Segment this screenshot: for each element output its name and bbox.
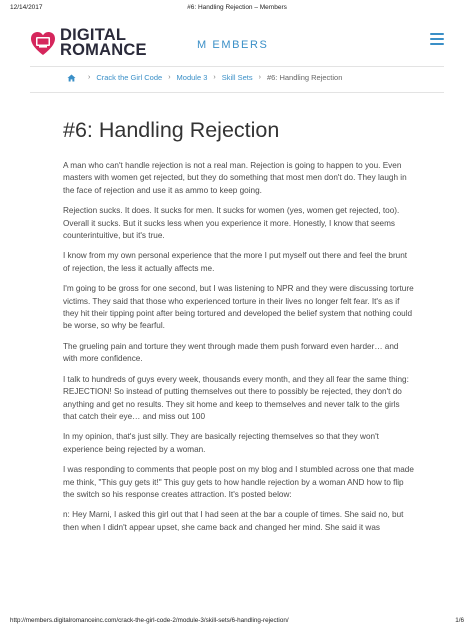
breadcrumb-link-crack-the-girl-code[interactable]: Crack the Girl Code (96, 73, 163, 82)
article-paragraph: The grueling pain and torture they went through made them push forward even harder… and with more confidence. (63, 341, 399, 364)
breadcrumb-link-module-3[interactable]: Module 3 (176, 73, 208, 82)
article-paragraph: In my opinion, that's just silly. They are basically rejecting themselves so that they won't experience being rejected by a woman. (63, 432, 379, 454)
members-label: M EMBERS (197, 39, 269, 51)
breadcrumb-separator-icon: › (168, 74, 171, 81)
breadcrumb (67, 73, 342, 82)
page-title: #6: Handling Rejection (63, 118, 280, 142)
article-body (63, 160, 415, 542)
breadcrumb-link-skill-sets[interactable]: Skill Sets (221, 73, 253, 82)
home-icon[interactable] (67, 74, 76, 82)
article-paragraph: I know from my own personal experience that the more I put myself out there and feel the brunt of rejection, the less it actually affects me. (63, 251, 408, 273)
breadcrumb-separator-icon: › (258, 74, 261, 81)
print-header (10, 4, 464, 14)
logo-line-2: ROMANCE (60, 41, 147, 59)
logo-line-1: DIGITAL (60, 26, 127, 44)
heart-logo-icon[interactable] (30, 30, 56, 58)
breadcrumb-separator-icon: › (213, 74, 216, 81)
article-paragraph: A man who can't handle rejection is not a real man. Rejection is going to happen to you. Even masters with women get rejected, but they do something that most men don't do. They laugh in the face of rejection and use it as ammo to keep going. (63, 161, 407, 195)
breadcrumb-separator-icon: › (88, 74, 91, 81)
site-logo[interactable] (60, 28, 190, 58)
print-footer-url: http://members.digitalromanceinc.com/crack-the-girl-code-2/module-3/skill-sets/6-handling-rejection/ (10, 617, 289, 624)
article-paragraph: I'm going to be gross for one second, but I was listening to NPR and they were discussing torture victims. They said that those who experienced torture in their lives no longer felt fear. It's as if they hit their tipping point after being tortured and developed the belief system that nothing could be worse, so why be fearful. (63, 284, 414, 331)
site-header (30, 24, 444, 68)
breadcrumb-divider (30, 92, 444, 93)
menu-icon[interactable] (430, 33, 444, 45)
print-footer (10, 617, 464, 627)
article-paragraph: I was responding to comments that people post on my blog and I stumbled across one that made me think, "This guy gets it!" This guy gets to how handle rejection by a woman AND how to flip the switch so his response creates attraction. It's posted below: (63, 465, 414, 499)
print-date: 12/14/2017 (10, 4, 43, 11)
article-paragraph: n: Hey Marni, I asked this girl out that I had seen at the bar a couple of times. She said no, but then when I didn't appear upset, she came back and changed her mind. She said it was (63, 510, 404, 532)
breadcrumb-current: #6: Handling Rejection (266, 73, 343, 82)
print-page-number: 1/6 (455, 617, 464, 624)
article-paragraph: I talk to hundreds of guys every week, thousands every month, and they all fear the same thing: REJECTION! So instead of putting themselves out there to possibly be rejected, they don't do anything and get no results. They sit home and keep to themselves and never talk to the girls that catch their eye… and miss out 100 (63, 374, 409, 421)
print-document-title: #6: Handling Rejection – Members (187, 4, 287, 11)
article-paragraph: Rejection sucks. It does. It sucks for men. It sucks for women (yes, women get rejected, too). Overall it sucks. But it sucks less when you experience it more. Honestly, I know that seems counterintuitive, but it's true. (63, 206, 400, 241)
header-divider (30, 66, 444, 67)
